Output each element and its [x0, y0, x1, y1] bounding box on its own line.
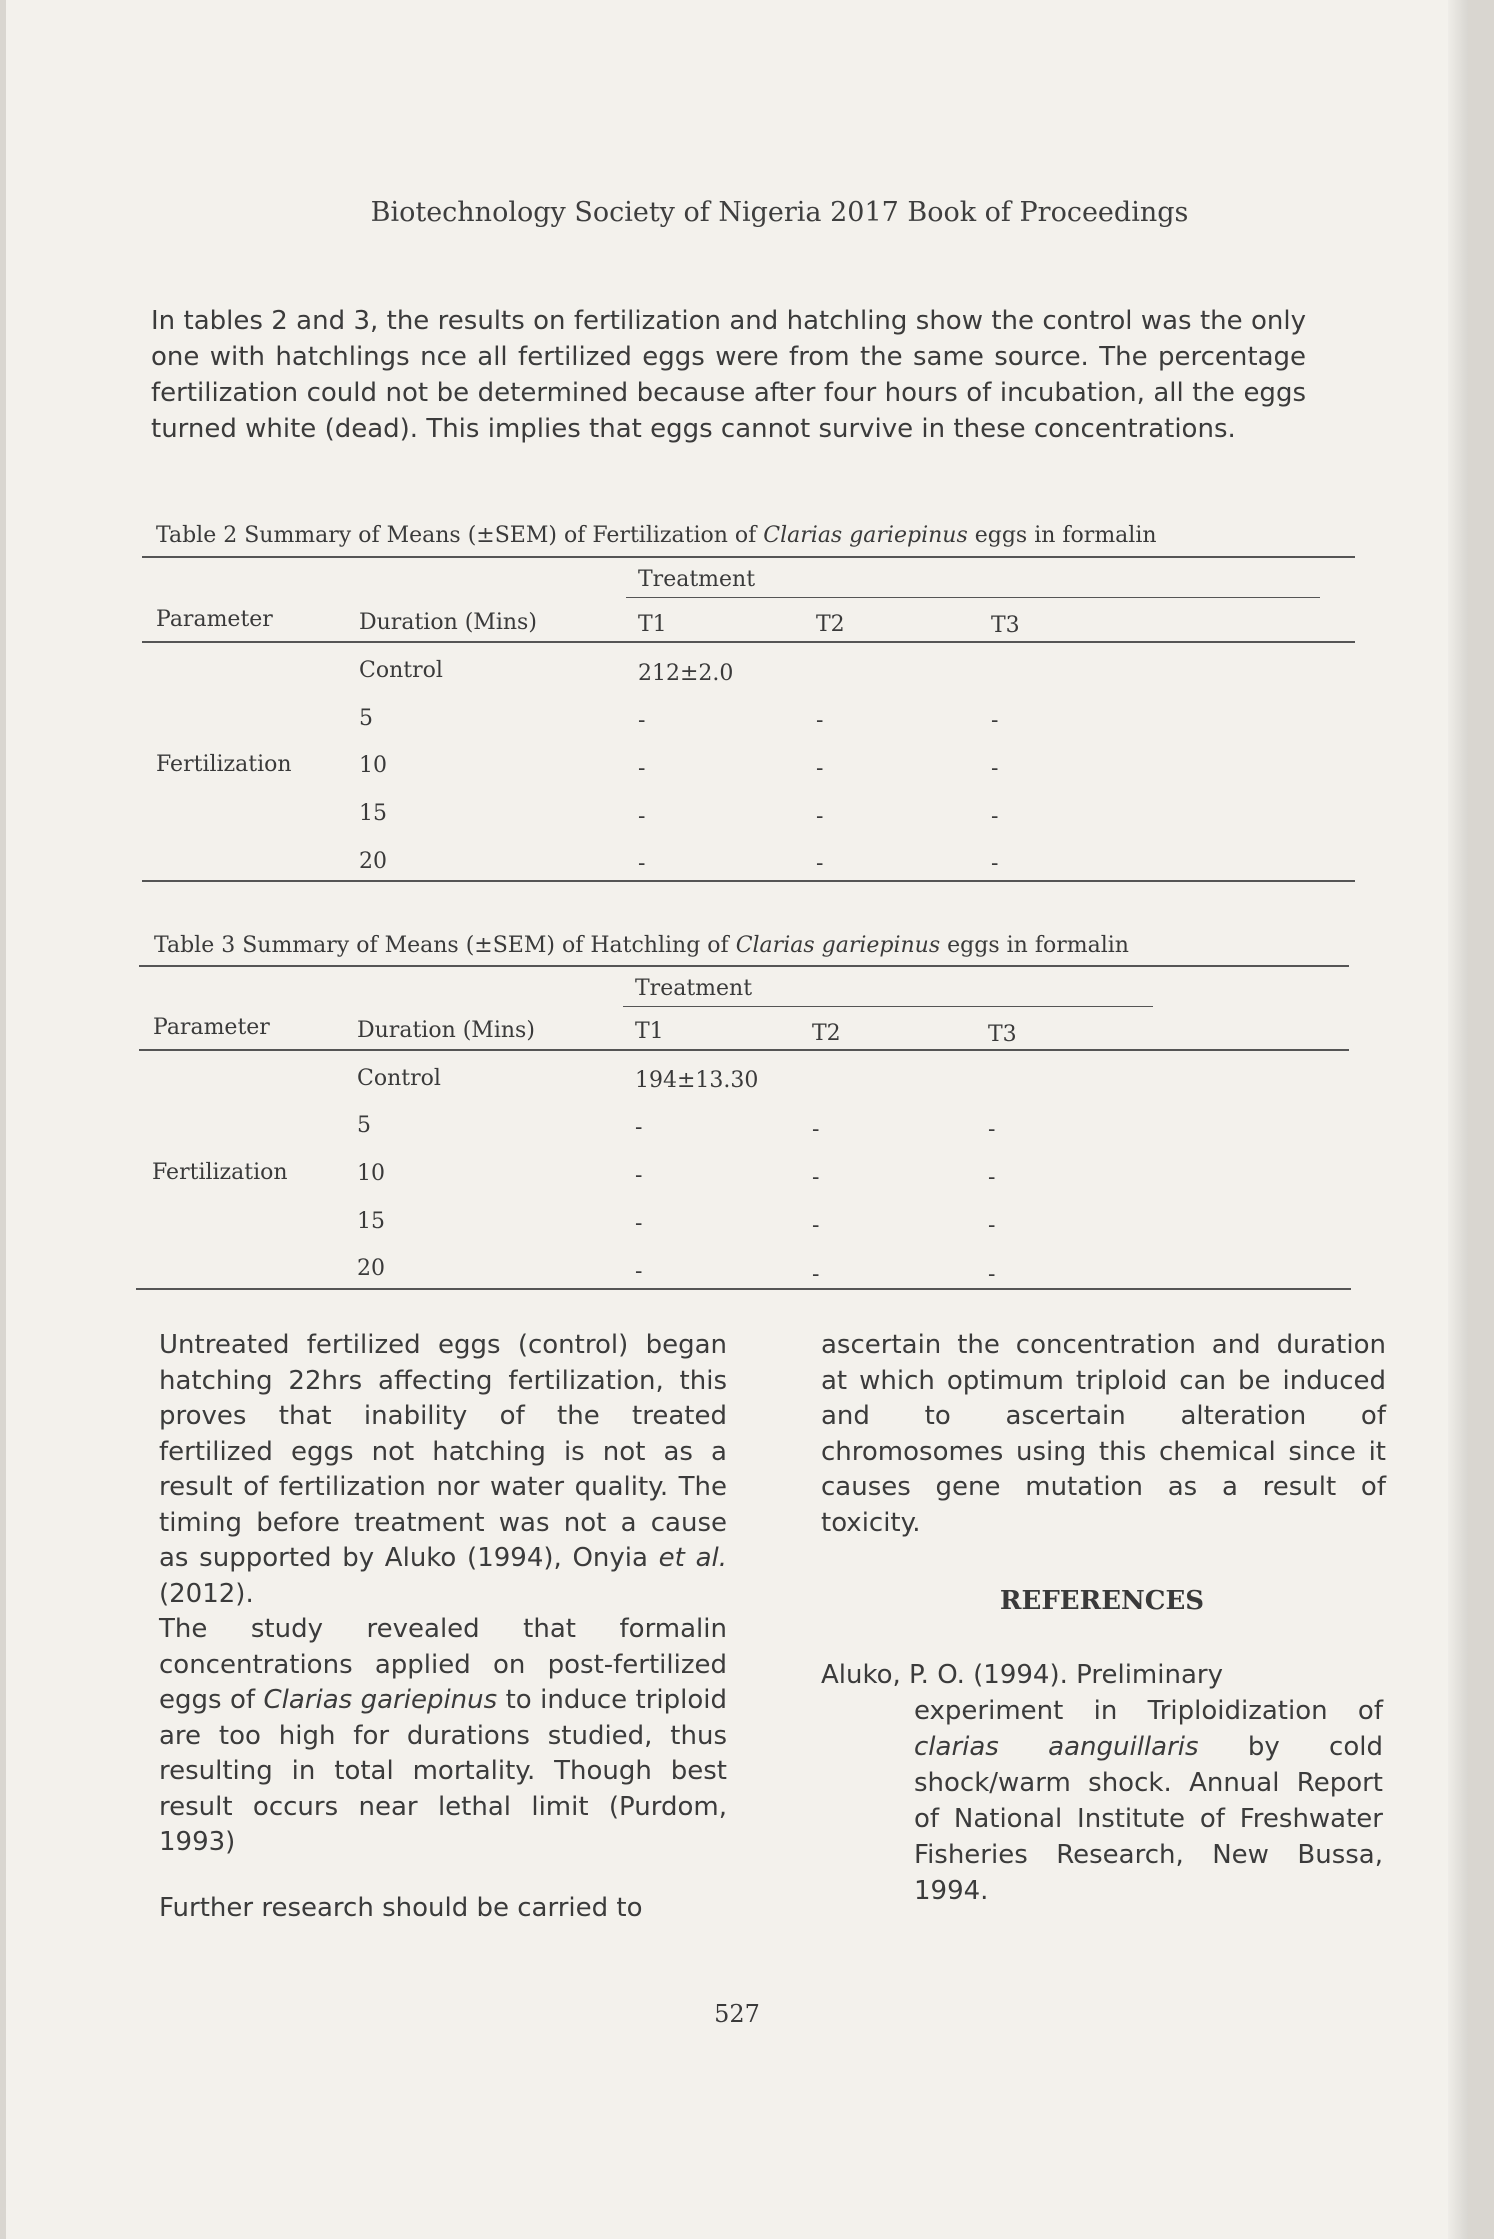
table3-col-t1: T1 — [635, 1019, 664, 1044]
left-column — [159, 1328, 727, 1926]
discussion-text: Untreated fertilized eggs (control) began hatching 22hrs affecting fertilization, this proves that inability of the treated fertilized eggs not hatching is not as a result of fertilization nor water quality. The timing before treatment was not a cause as supported by Aluko (1994), Onyia — [159, 1330, 727, 1573]
table2-row-duration: 20 — [359, 849, 387, 874]
table2-row-t1: - — [638, 708, 646, 733]
table2-col-t2: T2 — [816, 612, 845, 637]
table2-row-duration: 15 — [359, 801, 387, 826]
table2-row-duration: 10 — [359, 753, 387, 778]
table3-row-duration: 20 — [357, 1256, 385, 1281]
table2-row-t1: 212±2.0 — [638, 661, 734, 686]
table2-row-t3: - — [991, 708, 999, 733]
table2-row-t3: - — [991, 851, 999, 876]
document-page — [6, 0, 1468, 2239]
table3-group-header: Treatment — [635, 976, 753, 1001]
discussion-paragraph-2 — [159, 1612, 727, 1861]
table2-caption-species: Clarias gariepinus — [763, 523, 968, 548]
species-name: Clarias gariepinus — [263, 1685, 498, 1715]
table3-header-rule — [139, 1049, 1349, 1051]
right-column — [821, 1328, 1386, 1541]
table3-row-t1: - — [635, 1259, 643, 1284]
table2-caption-text: Table 2 Summary of Means (±SEM) of Fertilization of — [156, 523, 764, 548]
table2-row-duration: Control — [359, 658, 443, 683]
reference-species: clarias aanguillaris — [914, 1732, 1199, 1762]
table2-parameter: Fertilization — [156, 752, 292, 777]
page-number: 527 — [714, 2000, 760, 2028]
table3-top-rule — [139, 965, 1349, 967]
table3-row-t2: - — [812, 1165, 820, 1190]
intro-paragraph: In tables 2 and 3, the results on fertilization and hatchling show the control was the only one with hatchlings nce all fertilized eggs were from the same source. The percentage fertilization could not be determined because after four hours of incubation, all the eggs turned white (dead). This implies that eggs cannot survive in these concentrations. — [151, 306, 1306, 444]
table3-row-t1: 194±13.30 — [635, 1068, 759, 1093]
table3-caption-suffix: eggs in formalin — [940, 933, 1129, 958]
et-al: et al. — [658, 1543, 727, 1573]
table3-row-t3: - — [988, 1262, 996, 1287]
table2-col-duration: Duration (Mins) — [359, 610, 537, 635]
reference-text: experiment in Triploidization of — [914, 1696, 1383, 1726]
table3-row-t1: - — [635, 1163, 643, 1188]
table2-row-t3: - — [991, 756, 999, 781]
table3-col-duration: Duration (Mins) — [357, 1018, 535, 1043]
table2-top-rule — [142, 556, 1355, 558]
table3-caption-text: Table 3 Summary of Means (±SEM) of Hatchling of — [154, 933, 736, 958]
table2-row-t1: - — [638, 804, 646, 829]
table3-col-parameter: Parameter — [153, 1015, 270, 1040]
table2-row-t3: - — [991, 804, 999, 829]
table3-bottom-rule — [136, 1288, 1351, 1290]
conclusion-paragraph: ascertain the concentration and duration at which optimum triploid can be induced and to ascertain alteration of chromosomes using this chemical since it causes gene mutation as a result of toxicity. — [821, 1330, 1386, 1538]
discussion-paragraph-3: Further research should be carried to — [159, 1892, 643, 1923]
table3-row-t1: - — [635, 1211, 643, 1236]
table2-col-parameter: Parameter — [156, 607, 273, 632]
table2-row-t1: - — [638, 756, 646, 781]
table3-group-rule — [623, 1006, 1153, 1007]
table3-row-t3: - — [988, 1165, 996, 1190]
table3-row-t3: - — [988, 1213, 996, 1238]
table2-row-duration: 5 — [359, 706, 373, 731]
table2-group-rule — [626, 597, 1320, 598]
table2-row-t2: - — [816, 851, 824, 876]
table3-row-duration: 10 — [357, 1161, 385, 1186]
running-header: Biotechnology Society of Nigeria 2017 Book of Proceedings — [370, 197, 1189, 228]
table2-row-t1: - — [638, 851, 646, 876]
table2-col-t3: T3 — [991, 613, 1020, 638]
table3-col-t2: T2 — [812, 1021, 841, 1046]
table3-row-duration: 15 — [357, 1209, 385, 1234]
table2-row-t2: - — [816, 804, 824, 829]
reference-continuation — [821, 1693, 1383, 1909]
table3-row-t3: - — [988, 1117, 996, 1142]
table2-header-rule — [142, 641, 1355, 643]
table3-parameter: Fertilization — [152, 1160, 288, 1185]
discussion-paragraph-1 — [159, 1328, 727, 1612]
table2-row-t2: - — [816, 708, 824, 733]
table2-row-t2: - — [816, 756, 824, 781]
discussion-text: to induce triploid are too high for durations studied, thus resulting in total mortality. Though best result occurs near lethal limit (Purdom, 1993) — [159, 1685, 728, 1857]
table2-group-header: Treatment — [638, 567, 756, 592]
table3-row-t2: - — [812, 1262, 820, 1287]
table3-row-duration: 5 — [357, 1113, 371, 1138]
discussion-text: (2012). — [159, 1578, 254, 1609]
table3-row-duration: Control — [357, 1066, 441, 1091]
table2-col-t1: T1 — [638, 612, 667, 637]
table3-caption-species: Clarias gariepinus — [735, 933, 941, 958]
table3-row-t2: - — [812, 1213, 820, 1238]
references-heading: REFERENCES — [999, 1586, 1205, 1616]
table3-row-t2: - — [812, 1117, 820, 1142]
reference-first-line: Aluko, P. O. (1994). Preliminary — [821, 1660, 1223, 1690]
discussion-text: The study revealed that formalin concentrations applied on post-fertilized eggs of — [159, 1614, 727, 1715]
table2-bottom-rule — [142, 880, 1355, 882]
table3-caption — [154, 933, 1129, 958]
table2-caption-suffix: eggs in formalin — [967, 523, 1157, 548]
table3-col-t3: T3 — [988, 1022, 1017, 1047]
table2-caption — [156, 523, 1157, 548]
reference-text: by cold shock/warm shock. Annual Report of National Institute of Freshwater Fisheries Research, New Bussa, 1994. — [914, 1732, 1383, 1906]
table3-row-t1: - — [635, 1115, 643, 1140]
reference-entry — [821, 1657, 1383, 1909]
